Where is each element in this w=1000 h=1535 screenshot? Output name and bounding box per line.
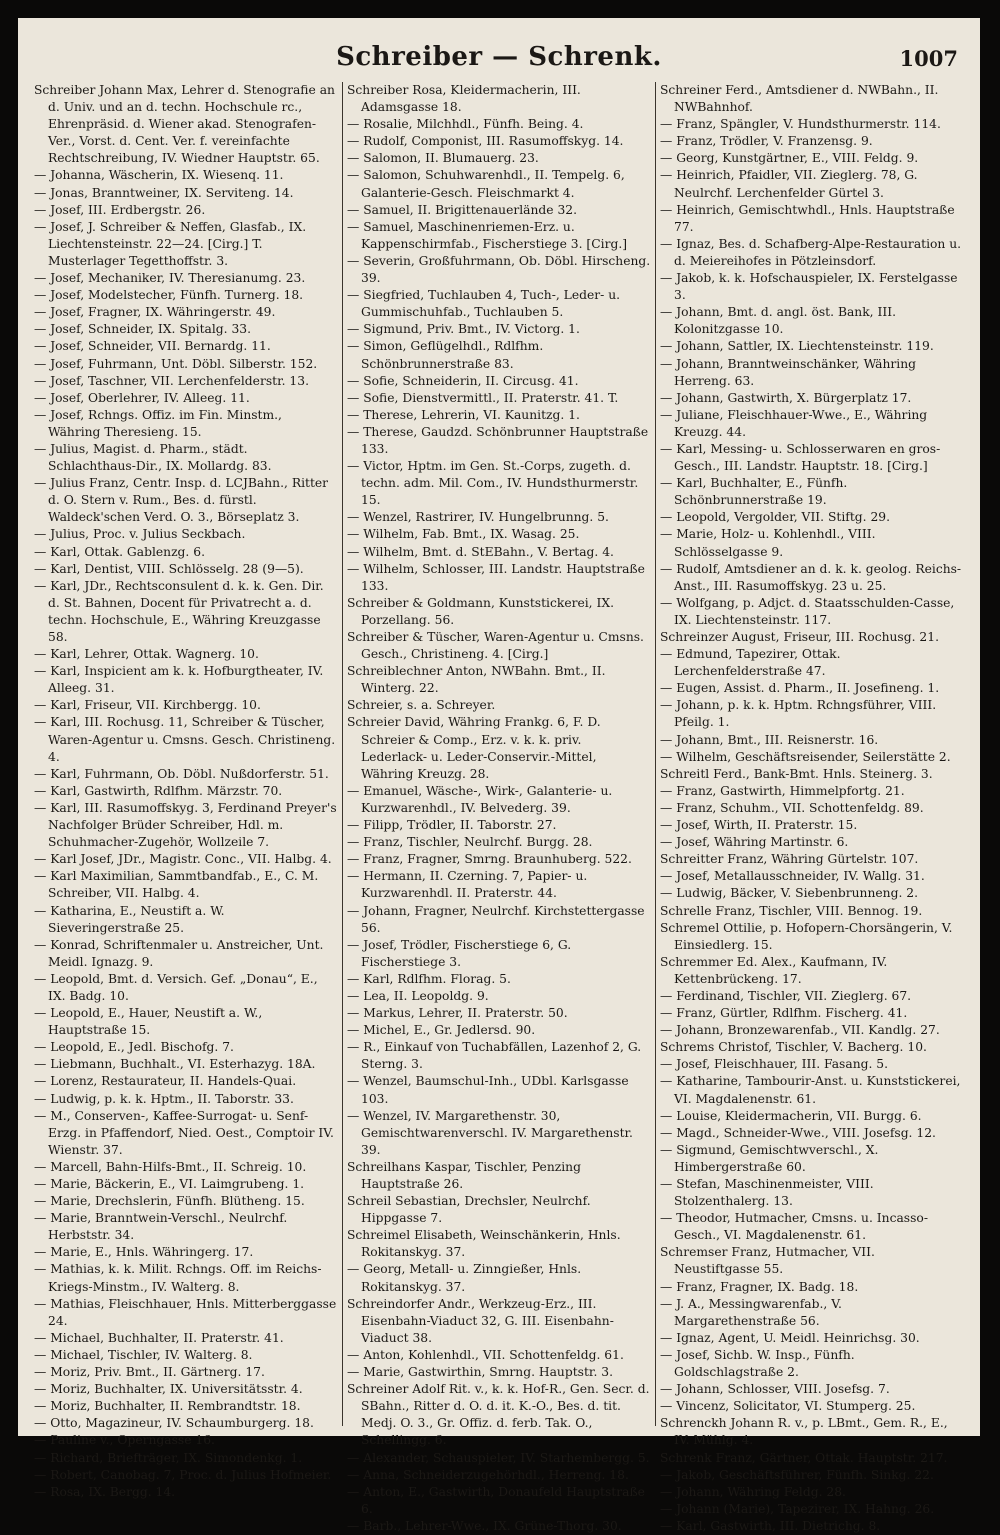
directory-entry: — Marie, E., Hnls. Währingerg. 17. bbox=[34, 1245, 254, 1260]
directory-entry: — Josef, Modelstecher, Fünfh. Turnerg. 18. bbox=[34, 288, 304, 303]
directory-entry: — Rosa, IX. Bergg. 14. bbox=[34, 1484, 176, 1499]
directory-entry: Schreimel Elisabeth, Weinschänkerin, Hnls. Rokitanskyg. 37. bbox=[347, 1228, 621, 1260]
directory-entry: — Josef, Trödler, Fischerstiege 6, G. Fischerstiege 3. bbox=[347, 937, 572, 969]
directory-entry: — Sigmund, Priv. Bmt., IV. Victorg. 1. bbox=[347, 322, 580, 337]
directory-entry: — Franz, Schuhm., VII. Schottenfeldg. 89. bbox=[660, 800, 924, 815]
directory-entry: — Karl Josef, JDr., Magistr. Conc., VII. Halbg. 4. bbox=[34, 852, 332, 867]
directory-entry: — Anton, Kohlenhdl., VII. Schottenfeldg. 61. bbox=[347, 1347, 624, 1362]
directory-entry: — Wenzel, Rastrirer, IV. Hungelbrunng. 5. bbox=[347, 510, 609, 525]
directory-entry: Schreiber Johann Max, Lehrer d. Stenografie an d. Univ. und an d. techn. Hochschule rc., Ehrenpräsid. d. Wiener akad. Stenografen-Ver., Vorst. d. Cent. Ver. f. vereinfachte Rechtschreibung, IV. Wiedner Hauptstr. 65. bbox=[34, 83, 335, 166]
directory-entry: — Johann, Branntweinschänker, Währing Herreng. 63. bbox=[660, 356, 916, 388]
directory-entry: Schrems Christof, Tischler, V. Bacherg. 10. bbox=[660, 1040, 927, 1055]
directory-entry: — Josef, Währing Martinstr. 6. bbox=[660, 835, 849, 850]
directory-entry: — Liebmann, Buchhalt., VI. Esterhazyg. 18A. bbox=[34, 1057, 316, 1072]
directory-entry: — Severin, Großfuhrmann, Ob. Döbl. Hirscheng. 39. bbox=[347, 253, 651, 286]
directory-entry: — Karl, III. Rochusg. 11, Schreiber & Tüscher, Waren-Agentur u. Cmsns. Gesch. Christineng. 4. bbox=[34, 715, 336, 764]
directory-entry: — Hermann, II. Czerning. 7, Papier- u. Kurzwarenhdl. II. Praterstr. 44. bbox=[347, 869, 588, 901]
directory-entry: — Johann (Marie), Tapezirer, IX. Hahng. 26. bbox=[660, 1501, 935, 1516]
directory-entry: — Wilhelm, Geschäftsreisender, Seilerstätte 2. bbox=[660, 749, 951, 764]
directory-entry: — Franz, Fragner, Smrng. Braunhuberg. 522. bbox=[347, 852, 632, 867]
directory-page bbox=[18, 18, 980, 1533]
column-3 bbox=[655, 82, 968, 1533]
directory-entry: — Barb., Lehrer-Wwe., IX. Grüne-Thorg. 30. bbox=[347, 1518, 622, 1533]
directory-entry: Schreiber & Goldmann, Kunststickerei, IX. Porzellang. 56. bbox=[347, 595, 615, 627]
directory-entry: — Louise, Kleidermacherin, VII. Burgg. 6. bbox=[660, 1108, 922, 1123]
directory-entry: — Michael, Tischler, IV. Walterg. 8. bbox=[34, 1347, 253, 1362]
directory-entry: — Rudolf, Amtsdiener an d. k. k. geolog. Reichs-Anst., III. Rasumoffskyg. 23 u. 25. bbox=[660, 561, 962, 593]
directory-entry: — Karl, Lehrer, Ottak. Wagnerg. 10. bbox=[34, 647, 259, 662]
directory-entry: — Salomon, II. Blumauerg. 23. bbox=[347, 151, 539, 166]
directory-entry: — Karl, Gastwirth, Rdlfhm. Märzstr. 70. bbox=[34, 783, 283, 798]
directory-entry: — Marcell, Bahn-Hilfs-Bmt., II. Schreig. 10. bbox=[34, 1159, 307, 1174]
directory-entry: Schreiber Rosa, Kleidermacherin, III. Adamsgasse 18. bbox=[347, 83, 581, 115]
directory-entry: — Karl, Gastwirth, III. Dietrichg. 8. bbox=[660, 1518, 881, 1533]
directory-entry: — Sofie, Dienstvermittl., II. Praterstr. 41. T. bbox=[347, 390, 619, 405]
directory-entry: — Heinrich, Pfaidler, VII. Zieglerg. 78, G. Neulrchf. Lerchenfelder Gürtel 3. bbox=[660, 168, 918, 200]
directory-entry: — Karl, III. Rasumoffskyg. 3, Ferdinand Preyer's Nachfolger Brüder Schreiber, Hdl. m. Schuhmacher-Zugehör, Wollzeile 7. bbox=[34, 800, 337, 850]
directory-entry: — Magd., Schneider-Wwe., VIII. Josefsg. 12. bbox=[660, 1125, 936, 1140]
directory-entry: Schremel Ottilie, p. Hofopern-Chorsängerin, V. Einsiedlerg. 15. bbox=[660, 920, 953, 952]
directory-entry: — Salomon, Schuhwarenhdl., II. Tempelg. 6, Galanterie-Gesch. Fleischmarkt 4. bbox=[347, 168, 625, 200]
directory-entry: — Johann, Bronzewarenfab., VII. Kandlg. 27. bbox=[660, 1023, 940, 1038]
directory-entry: Schrelle Franz, Tischler, VIII. Bennog. 19. bbox=[660, 903, 923, 918]
directory-entry: Schreier David, Währing Frankg. 6, F. D. Schreier & Comp., Erz. v. k. k. priv. Lederlack- u. Leder-Conservir.-Mittel, Währing Kreuzg. 28. bbox=[347, 715, 601, 781]
directory-entry: Schreiner Adolf Rit. v., k. k. Hof-R., Gen. Secr. d. SBahn., Ritter d. O. d. it. K.-O., Bes. d. tit. Medj. O. 3., Gr. Offiz. d. ferb. Tak. O., Schellingg. 6. bbox=[347, 1382, 650, 1448]
directory-entry: — Johann, Gastwirth, X. Bürgerplatz 17. bbox=[660, 390, 912, 405]
directory-entry: — Filipp, Trödler, II. Taborstr. 27. bbox=[347, 818, 557, 833]
directory-entry: — Karl, Messing- u. Schlosserwaren en gros-Gesch., III. Landstr. Hauptstr. 18. [Cirg.] bbox=[660, 441, 941, 474]
directory-entry: — Leopold, Bmt. d. Versich. Gef. „Donau“, E., IX. Badg. 10. bbox=[34, 971, 318, 1003]
column-1 bbox=[30, 82, 342, 1499]
directory-entry: Schreitter Franz, Währing Gürtelstr. 107. bbox=[660, 852, 919, 867]
directory-entry: — Karl, Inspicient am k. k. Hofburgtheater, IV. Alleeg. 31. bbox=[34, 664, 324, 696]
directory-entry: — Wilhelm, Schlosser, III. Landstr. Hauptstraße 133. bbox=[347, 561, 645, 593]
directory-entry: — Franz, Fragner, IX. Badg. 18. bbox=[660, 1279, 859, 1294]
directory-entry: — Karl, JDr., Rechtsconsulent d. k. k. Gen. Dir. d. St. Bahnen, Docent für Privatrecht a. d. techn. Hochschule, E., Währing Kreuzgasse 58. bbox=[34, 578, 324, 644]
directory-entry: Schreier, s. a. Schreyer. bbox=[347, 698, 496, 713]
directory-entry: — Karl, Dentist, VIII. Schlösselg. 28 (9—5). bbox=[34, 561, 304, 576]
directory-entry: — Johann, Sattler, IX. Liechtensteinstr. 119. bbox=[660, 339, 934, 354]
directory-entry: — Siegfried, Tuchlauben 4, Tuch-, Leder- u. Gummischuhfab., Tuchlauben 5. bbox=[347, 288, 621, 320]
directory-entry: Schreilhans Kaspar, Tischler, Penzing Hauptstraße 26. bbox=[347, 1159, 581, 1191]
directory-entry: — Anton, E., Gastwirth, Donaufeld Hauptstraße 6. bbox=[347, 1484, 645, 1516]
directory-entry: — Samuel, Maschinenriemen-Erz. u. Kappenschirmfab., Fischerstiege 3. [Cirg.] bbox=[347, 219, 628, 251]
directory-entry: — Rudolf, Componist, III. Rasumoffskyg. 14. bbox=[347, 134, 624, 149]
directory-entry: Schreiblechner Anton, NWBahn. Bmt., II. Winterg. 22. bbox=[347, 664, 606, 696]
directory-entry: — Josef, J. Schreiber & Neffen, Glasfab., IX. Liechtensteinstr. 22—24. [Cirg.] T. Musterlager Tegetthoffstr. 3. bbox=[34, 219, 307, 268]
directory-entry: — Julius, Proc. v. Julius Seckbach. bbox=[34, 527, 246, 542]
directory-entry: — Franz, Gastwirth, Himmelpfortg. 21. bbox=[660, 783, 905, 798]
directory-entry: — J. A., Messingwarenfab., V. Margarethenstraße 56. bbox=[660, 1296, 842, 1328]
directory-entry: — Markus, Lehrer, II. Praterstr. 50. bbox=[347, 1006, 568, 1021]
directory-entry: — Marie, Drechslerin, Fünfh. Blütheng. 15. bbox=[34, 1194, 305, 1209]
directory-entry: — Josef, Sichb. W. Insp., Fünfh. Goldschlagstraße 2. bbox=[660, 1347, 855, 1380]
directory-entry: — Therese, Gaudzd. Schönbrunner Hauptstraße 133. bbox=[347, 424, 649, 456]
directory-entry: — Alexander, Schauspieler, IV. Starhembergg. 5. bbox=[347, 1450, 650, 1465]
directory-entry: — Rosalie, Milchhdl., Fünfh. Being. 4. bbox=[347, 117, 584, 132]
directory-entry: — Leopold, E., Jedl. Bischofg. 7. bbox=[34, 1040, 234, 1055]
directory-entry: — Franz, Trödler, V. Franzensg. 9. bbox=[660, 134, 873, 149]
directory-entry: — Robert, Canobag. 7, Proc. d. Julius Hofmeier. bbox=[34, 1467, 332, 1482]
directory-entry: — Wolfgang, p. Adjct. d. Staatsschulden-Casse, IX. Liechtensteinstr. 117. bbox=[660, 595, 955, 627]
directory-entry: — Josef, III. Erdbergstr. 26. bbox=[34, 202, 206, 217]
directory-entry: — Johanna, Wäscherin, IX. Wiesenq. 11. bbox=[34, 168, 284, 183]
directory-entry: — Simon, Geflügelhdl., Rdlfhm. Schönbrunnerstraße 83. bbox=[347, 339, 544, 371]
directory-entry: — Josef, Rchngs. Offiz. im Fin. Minstm., Währing Theresieng. 15. bbox=[34, 407, 282, 439]
directory-entry: — Ferdinand, Tischler, VII. Zieglerg. 67. bbox=[660, 988, 912, 1003]
directory-entry: — Heinrich, Gemischtwhdl., Hnls. Hauptstraße 77. bbox=[660, 202, 955, 234]
directory-entry: — Karl, Ottak. Gablenzg. 6. bbox=[34, 544, 205, 559]
directory-entry: — Josef, Fleischhauer, III. Fasang. 5. bbox=[660, 1057, 889, 1072]
directory-entry: Schreindorfer Andr., Werkzeug-Erz., III. Eisenbahn-Viaduct 32, G. III. Eisenbahn-Viaduct 38. bbox=[347, 1296, 614, 1345]
directory-entry: — Josef, Mechaniker, IV. Theresianumg. 23. bbox=[34, 271, 306, 286]
page-header bbox=[18, 40, 980, 80]
directory-entry: — Sofie, Schneiderin, II. Circusg. 41. bbox=[347, 373, 579, 388]
directory-entry: — M., Conserven-, Kaffee-Surrogat- u. Senf-Erzg. in Pfaffendorf, Nied. Oest., Comptoir IV. Wienstr. 37. bbox=[34, 1108, 334, 1157]
directory-entry: — Otto, Magazineur, IV. Schaumburgerg. 18. bbox=[34, 1416, 314, 1431]
directory-entry: — Michel, E., Gr. Jedlersd. 90. bbox=[347, 1023, 536, 1038]
directory-entry: — Stefan, Maschinenmeister, VIII. Stolzenthalerg. 13. bbox=[660, 1177, 874, 1209]
directory-entry: — Karl, Friseur, VII. Kirchbergg. 10. bbox=[34, 698, 261, 713]
directory-entry: — Richard, Briefträger, IX. Simondenkg. 1. bbox=[34, 1450, 303, 1465]
running-title: Schreiber — Schrenk. bbox=[336, 42, 662, 72]
directory-entry: — Wenzel, Baumschul-Inh., UDbl. Karlsgasse 103. bbox=[347, 1074, 629, 1106]
directory-entry: — Moriz, Priv. Bmt., II. Gärtnerg. 17. bbox=[34, 1365, 265, 1380]
directory-entry: — Marie, Bäckerin, E., VI. Laimgrubeng. 1. bbox=[34, 1177, 305, 1191]
directory-entry: — Katharine, Tambourir-Anst. u. Kunststickerei, VI. Magdalenenstr. 61. bbox=[660, 1074, 961, 1106]
directory-entry: — Johann, Schlosser, VIII. Josefsg. 7. bbox=[660, 1382, 890, 1397]
directory-entry: — Johann, Fragner, Neulrchf. Kirchstettergasse 56. bbox=[347, 903, 645, 935]
directory-entry: — Emanuel, Wäsche-, Wirk-, Galanterie- u. Kurzwarenhdl., IV. Belvederg. 39. bbox=[347, 783, 613, 815]
directory-entry: — Marie, Holz- u. Kohlenhdl., VIII. Schlösselgasse 9. bbox=[660, 527, 876, 559]
directory-entry: — Mathias, Fleischhauer, Hnls. Mitterberggasse 24. bbox=[34, 1296, 337, 1328]
directory-entry: — Therese, Lehrerin, VI. Kaunitzg. 1. bbox=[347, 407, 580, 422]
directory-entry: — Josef, Taschner, VII. Lerchenfelderstr. 13. bbox=[34, 373, 309, 388]
column-2 bbox=[342, 82, 655, 1533]
directory-entry: — Wilhelm, Fab. Bmt., IX. Wasag. 25. bbox=[347, 527, 580, 542]
directory-entry: — Marie, Branntwein-Verschl., Neulrchf. Herbststr. 34. bbox=[34, 1211, 288, 1243]
directory-entry: — Karl, Fuhrmann, Ob. Döbl. Nußdorferstr. 51. bbox=[34, 766, 329, 781]
directory-entry: — Georg, Metall- u. Zinngießer, Hnls. Rokitanskyg. 37. bbox=[347, 1262, 582, 1294]
directory-entry: — Juliane, Fleischhauer-Wwe., E., Währing Kreuzg. 44. bbox=[660, 407, 928, 439]
directory-entry: Schreiber & Tüscher, Waren-Agentur u. Cmsns. Gesch., Christineng. 4. [Cirg.] bbox=[347, 630, 644, 662]
directory-entry: — Victor, Hptm. im Gen. St.-Corps, zugeth. d. techn. adm. Mil. Com., IV. Hundsthurmerstr. 15. bbox=[347, 459, 639, 508]
directory-entry: — Ignaz, Bes. d. Schafberg-Alpe-Restauration u. d. Meiereihofes in Pötzleinsdorf. bbox=[660, 236, 962, 268]
directory-entry: — Johann, Währing Feldg. 28. bbox=[660, 1484, 846, 1499]
directory-entry: — Karl Maximilian, Sammtbandfab., E., C. M. Schreiber, VII. Halbg. 4. bbox=[34, 869, 319, 901]
directory-entry: — Jonas, Branntweiner, IX. Serviteng. 14. bbox=[34, 185, 294, 200]
directory-entry: Schreiner Ferd., Amtsdiener d. NWBahn., II. NWBahnhof. bbox=[660, 83, 939, 115]
directory-entry: — Johann, Bmt. d. angl. öst. Bank, III. Kolonitzgasse 10. bbox=[660, 305, 896, 337]
directory-entry: — Josef, Schneider, IX. Spitalg. 33. bbox=[34, 322, 252, 337]
directory-entry: — Ludwig, p. k. k. Hptm., II. Taborstr. 33. bbox=[34, 1091, 294, 1106]
directory-entry: — Marie, Gastwirthin, Smrng. Hauptstr. 3. bbox=[347, 1365, 613, 1380]
directory-entry: — Lea, II. Leopoldg. 9. bbox=[347, 988, 489, 1003]
directory-entry: — Julius Franz, Centr. Insp. d. LCJBahn., Ritter d. O. Stern v. Rum., Bes. d. fürstl. Waldeck'schen Verd. O. 3., Börseplatz 3. bbox=[34, 476, 329, 525]
directory-entry: — Vincenz, Solicitator, VI. Stumperg. 25. bbox=[660, 1399, 916, 1414]
directory-entry: — Katharina, E., Neustift a. W. Sieveringerstraße 25. bbox=[34, 903, 225, 935]
directory-entry: — Moriz, Buchhalter, IX. Universitätsstr. 4. bbox=[34, 1382, 303, 1397]
directory-entry: — Lorenz, Restaurateur, II. Handels-Quai. bbox=[34, 1074, 297, 1089]
directory-entry: — Pauline v., Operngasse 16. bbox=[34, 1433, 215, 1448]
directory-entry: Schreitl Ferd., Bank-Bmt. Hnls. Steinerg. 3. bbox=[660, 766, 933, 781]
directory-entry: — Franz, Gürtler, Rdlfhm. Fischerg. 41. bbox=[660, 1006, 908, 1021]
columns bbox=[30, 82, 968, 1533]
directory-entry: — Jakob, Geschäftsführer, Fünfh. Sinkg. 22. bbox=[660, 1467, 934, 1482]
directory-entry: — Edmund, Tapezirer, Ottak. Lerchenfelderstraße 47. bbox=[660, 647, 841, 679]
directory-entry: — Moriz, Buchhalter, II. Rembrandtstr. 18. bbox=[34, 1399, 301, 1414]
directory-entry: — Samuel, II. Brigittenauerlände 32. bbox=[347, 202, 578, 217]
directory-entry: — Leopold, Vergolder, VII. Stiftg. 29. bbox=[660, 510, 891, 525]
directory-entry: — R., Einkauf von Tuchabfällen, Lazenhof 2, G. Sterng. 3. bbox=[347, 1040, 642, 1072]
directory-entry: — Eugen, Assist. d. Pharm., II. Josefineng. 1. bbox=[660, 681, 940, 696]
directory-entry: — Wilhelm, Bmt. d. StEBahn., V. Bertag. 4. bbox=[347, 544, 614, 559]
directory-entry: — Konrad, Schriftenmaler u. Anstreicher, Unt. Meidl. Ignazg. 9. bbox=[34, 937, 324, 969]
directory-entry: — Josef, Metallausschneider, IV. Wallg. 31. bbox=[660, 869, 925, 884]
directory-entry: — Sigmund, Gemischtwverschl., X. Himbergerstraße 60. bbox=[660, 1142, 879, 1174]
directory-entry: — Josef, Fuhrmann, Unt. Döbl. Silberstr. 152. bbox=[34, 356, 318, 371]
directory-entry: Schrenckh Johann R. v., p. LBmt., Gem. R., E., IV. Mühlg. 4. bbox=[660, 1416, 948, 1448]
directory-entry: — Josef, Fragner, IX. Währingerstr. 49. bbox=[34, 305, 276, 320]
directory-entry: — Mathias, k. k. Milit. Rchngs. Off. im Reichs-Kriegs-Minstm., IV. Walterg. 8. bbox=[34, 1262, 322, 1294]
directory-entry: — Franz, Spängler, V. Hundsthurmerstr. 114. bbox=[660, 117, 941, 132]
directory-entry: Schrenk Franz, Gärtner, Ottak. Hauptstr. 217. bbox=[660, 1450, 948, 1465]
directory-entry: — Theodor, Hutmacher, Cmsns. u. Incasso-Gesch., VI. Magdalenenstr. 61. bbox=[660, 1211, 928, 1243]
directory-entry: Schremmer Ed. Alex., Kaufmann, IV. Kettenbrückeng. 17. bbox=[660, 954, 888, 986]
directory-entry: — Johann, Bmt., III. Reisnerstr. 16. bbox=[660, 732, 879, 747]
directory-entry: — Karl, Rdlfhm. Florag. 5. bbox=[347, 971, 511, 986]
directory-entry: — Franz, Tischler, Neulrchf. Burgg. 28. bbox=[347, 835, 593, 850]
directory-entry: Schreil Sebastian, Drechsler, Neulrchf. Hippgasse 7. bbox=[347, 1194, 591, 1226]
directory-entry: — Anna, Schneiderzugehörhdl., Herreng. 18. bbox=[347, 1467, 629, 1482]
directory-entry: — Michael, Buchhalter, II. Praterstr. 41. bbox=[34, 1330, 284, 1345]
directory-entry: — Karl, Buchhalter, E., Fünfh. Schönbrunnerstraße 19. bbox=[660, 476, 848, 508]
directory-entry: — Josef, Wirth, II. Praterstr. 15. bbox=[660, 818, 858, 833]
directory-entry: — Johann, p. k. k. Hptm. Rchngsführer, VIII. Pfeilg. 1. bbox=[660, 698, 937, 730]
directory-entry: — Ludwig, Bäcker, V. Siebenbrunneng. 2. bbox=[660, 886, 919, 901]
directory-entry: — Leopold, E., Hauer, Neustift a. W., Hauptstraße 15. bbox=[34, 1006, 263, 1038]
page-number: 1007 bbox=[899, 46, 958, 71]
directory-entry: — Georg, Kunstgärtner, E., VIII. Feldg. 9. bbox=[660, 151, 919, 166]
directory-entry: Schreinzer August, Friseur, III. Rochusg. 21. bbox=[660, 630, 939, 644]
directory-entry: — Wenzel, IV. Margarethenstr. 30, Gemischtwarenverschl. IV. Margarethenstr. 39. bbox=[347, 1108, 633, 1157]
directory-entry: — Ignaz, Agent, U. Meidl. Heinrichsg. 30. bbox=[660, 1330, 920, 1345]
directory-entry: — Jakob, k. k. Hofschauspieler, IX. Ferstelgasse 3. bbox=[660, 271, 958, 303]
directory-entry: — Josef, Schneider, VII. Bernardg. 11. bbox=[34, 339, 271, 354]
directory-entry: Schremser Franz, Hutmacher, VII. Neustiftgasse 55. bbox=[660, 1245, 875, 1277]
directory-entry: — Julius, Magist. d. Pharm., städt. Schlachthaus-Dir., IX. Mollardg. 83. bbox=[34, 441, 272, 474]
directory-entry: — Josef, Oberlehrer, IV. Alleeg. 11. bbox=[34, 390, 250, 405]
